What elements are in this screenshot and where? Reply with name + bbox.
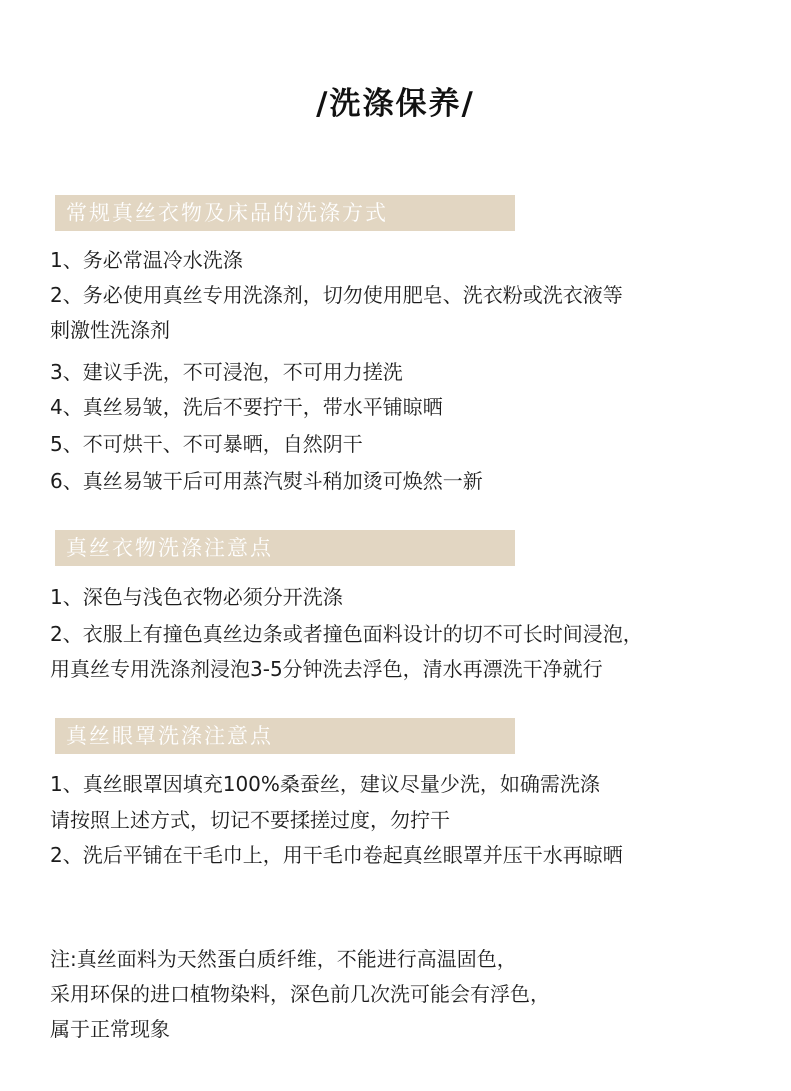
instruction-line: 5、不可烘干、不可暴晒，自然阴干 [50,432,363,456]
section-heading: 真丝眼罩洗涤注意点 [66,724,273,748]
instruction-line: 用真丝专用洗涤剂浸泡3-5分钟洗去浮色，清水再漂洗干净就行 [50,657,603,681]
note-line: 属于正常现象 [50,1017,170,1041]
section-banner-garment-notes [55,530,515,566]
instruction-line: 4、真丝易皱，洗后不要拧干，带水平铺晾晒 [50,395,443,419]
note-line: 采用环保的进口植物染料，深色前几次洗可能会有浮色， [50,982,550,1006]
instruction-line: 2、洗后平铺在干毛巾上，用干毛巾卷起真丝眼罩并压干水再晾晒 [50,843,623,867]
instruction-line: 1、务必常温冷水洗涤 [50,248,243,272]
instruction-line: 2、务必使用真丝专用洗涤剂，切勿使用肥皂、洗衣粉或洗衣液等 [50,283,623,307]
section-heading: 常规真丝衣物及床品的洗涤方式 [66,201,388,225]
instruction-line: 刺激性洗涤剂 [50,318,170,342]
section-banner-regular-wash [55,195,515,231]
page-title: /洗涤保养/ [316,86,475,122]
instruction-line: 1、真丝眼罩因填充100%桑蚕丝，建议尽量少洗，如确需洗涤 [50,772,600,796]
instruction-line: 2、衣服上有撞色真丝边条或者撞色面料设计的切不可长时间浸泡， [50,622,643,646]
instruction-line: 3、建议手洗，不可浸泡，不可用力搓洗 [50,360,403,384]
instruction-line: 1、深色与浅色衣物必须分开洗涤 [50,585,343,609]
section-heading: 真丝衣物洗涤注意点 [66,536,273,560]
section-banner-eye-mask-notes [55,718,515,754]
note-line: 注:真丝面料为天然蛋白质纤维，不能进行高温固色， [50,947,517,971]
instruction-line: 请按照上述方式，切记不要揉搓过度，勿拧干 [50,808,450,832]
instruction-line: 6、真丝易皱干后可用蒸汽熨斗稍加烫可焕然一新 [50,469,483,493]
